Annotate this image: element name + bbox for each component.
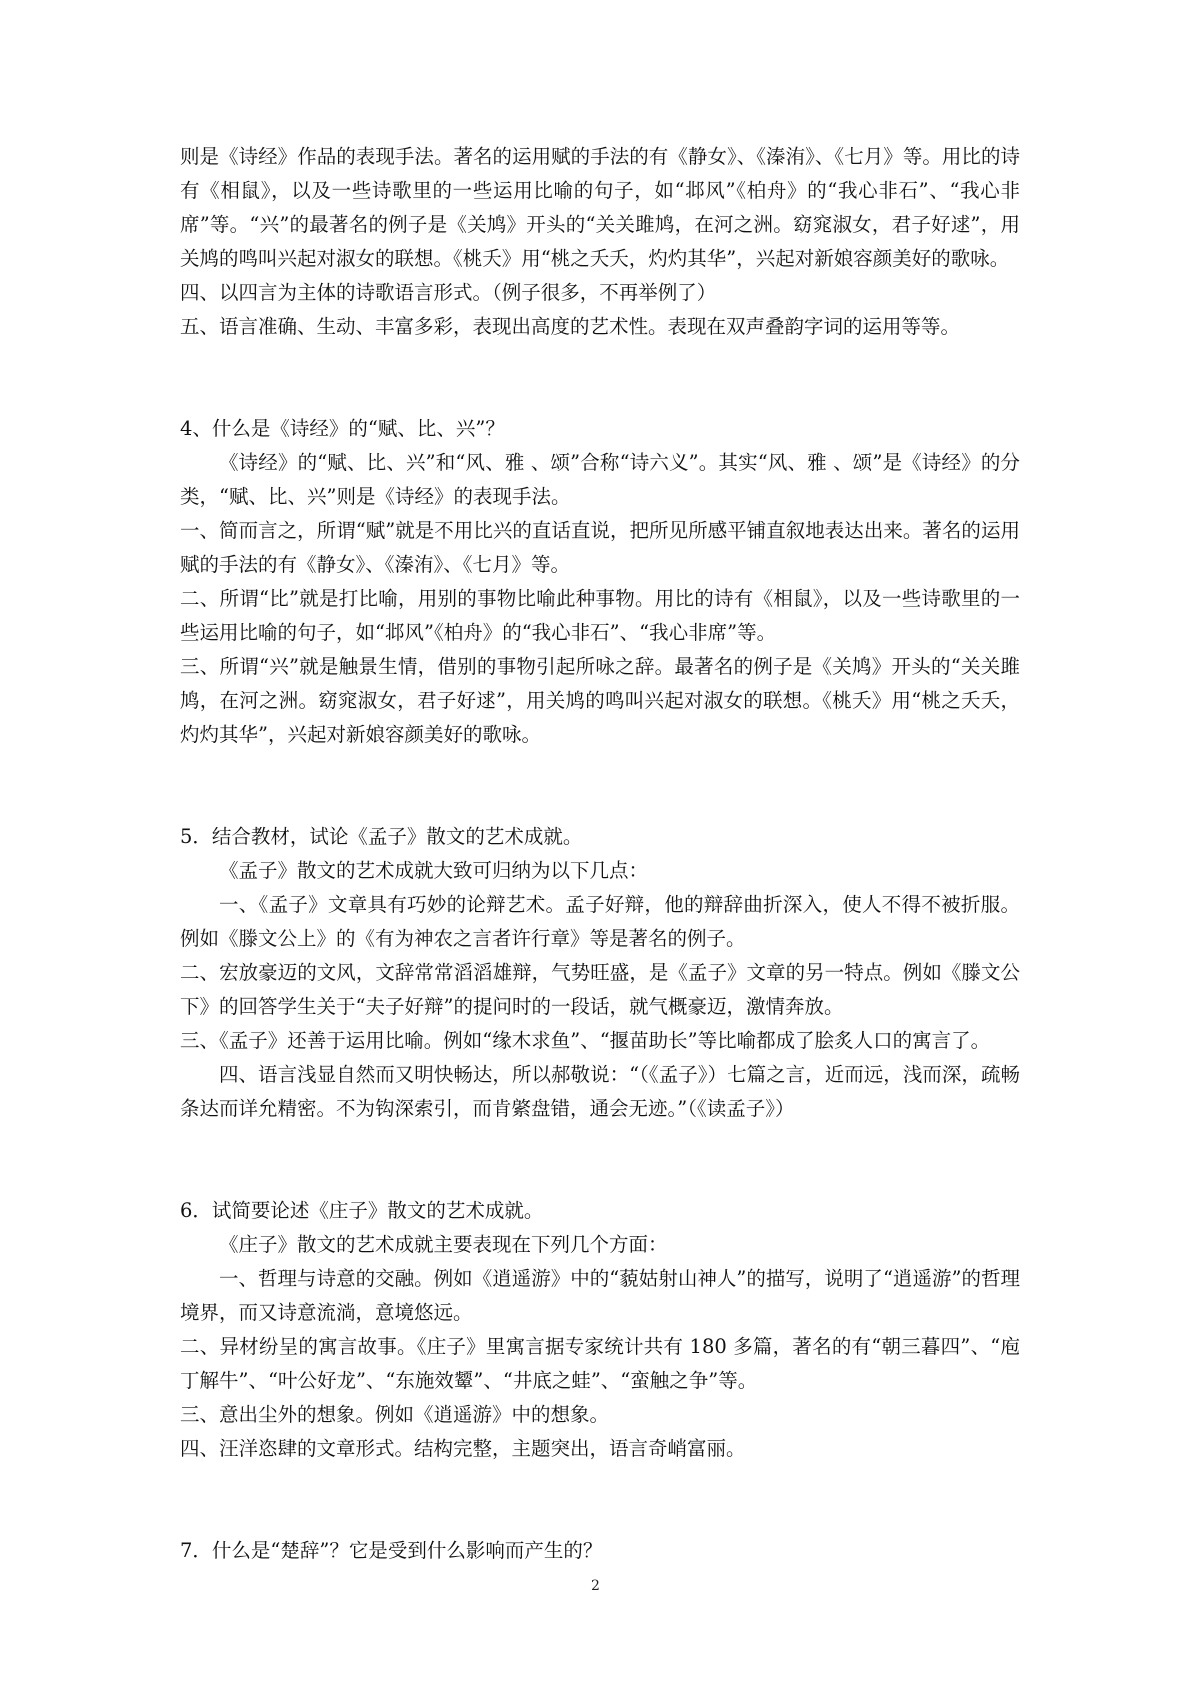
section-gap (180, 1466, 1020, 1534)
question-6-point-1: 一、哲理与诗意的交融。例如《逍遥游》中的“藐姑射山神人”的描写，说明了“逍遥游”的哲理境界，而又诗意流淌，意境悠远。 (180, 1267, 1020, 1324)
question-7-title: 7．什么是“楚辞”？它是受到什么影响而产生的？ (180, 1539, 603, 1562)
question-6-point-3: 三、意出尘外的想象。例如《逍遥游》中的想象。 (180, 1403, 610, 1426)
continuation-paragraph: 则是《诗经》作品的表现手法。著名的运用赋的手法的有《静女》、《溱洧》、《七月》等。用比的诗有《相鼠》，以及一些诗歌里的一些运用比喻的句子，如“邶风”《柏舟》的“我心非石”、“我心非席”等。“兴”的最著名的例子是《关鸠》开头的“关关雎鸠，在河之洲。窈窕淑女，君子好逑”，用关鸠的鸣叫兴起对淑女的联想。《桃夭》用“桃之夭夭，灼灼其华”，兴起对新娘容颜美好的歌咏。 (180, 145, 1020, 270)
question-4-point-2: 二、所谓“比”就是打比喻，用别的事物比喻此种事物。用比的诗有《相鼠》，以及一些诗歌里的一些运用比喻的句子，如“邶风”《柏舟》的“我心非石”、“我心非席”等。 (180, 587, 1020, 644)
question-6-intro: 《庄子》散文的艺术成就主要表现在下列几个方面： (219, 1233, 668, 1256)
document-body (180, 140, 1020, 1568)
question-6-point-2: 二、异材纷呈的寓言故事。《庄子》里寓言据专家统计共有 180 多篇，著名的有“朝三暮四”、“庖丁解牛”、“叶公好龙”、“东施效颦”、“井底之蛙”、“蛮触之争”等。 (180, 1335, 1020, 1392)
question-4-title: 4、什么是《诗经》的“赋、比、兴”？ (180, 417, 505, 440)
continuation-point-five: 五、语言准确、生动、丰富多彩，表现出高度的艺术性。表现在双声叠韵字词的运用等等。 (180, 315, 961, 338)
question-5-title: 5．结合教材，试论《孟子》散文的艺术成就。 (180, 825, 583, 848)
question-5-intro: 《孟子》散文的艺术成就大致可归纳为以下几点： (219, 859, 649, 882)
question-5-point-4: 四、语言浅显自然而又明快畅达，所以郝敬说：“（《孟子》）七篇之言，近而远，浅而深，疏畅条达而详允精密。不为钩深索引，而肯綮盘错，通会无迹。”（《读孟子》） (180, 1063, 1020, 1120)
question-6-title: 6．试简要论述《庄子》散文的艺术成就。 (180, 1199, 544, 1222)
question-5-point-2: 二、宏放豪迈的文风，文辞常常滔滔雄辩，气势旺盛，是《孟子》文章的另一特点。例如《滕文公下》的回答学生关于“夫子好辩”的提问时的一段话，就气概豪迈，激情奔放。 (180, 961, 1020, 1018)
question-4-point-3: 三、所谓“兴”就是触景生情，借别的事物引起所咏之辞。最著名的例子是《关鸠》开头的“关关雎鸠，在河之洲。窈窕淑女，君子好逑”，用关鸠的鸣叫兴起对淑女的联想。《桃夭》用“桃之夭夭，灼灼其华”，兴起对新娘容颜美好的歌咏。 (180, 655, 1020, 746)
question-6-point-4: 四、汪洋恣肆的文章形式。结构完整，主题突出，语言奇峭富丽。 (180, 1437, 746, 1460)
question-4-intro: 《诗经》的“赋、比、兴”和“风、雅 、颂”合称“诗六义”。其实“风、雅 、颂”是《诗经》的分类，“赋、比、兴”则是《诗经》的表现手法。 (180, 451, 1020, 508)
question-5-point-1: 一、《孟子》文章具有巧妙的论辩艺术。孟子好辩，他的辩辞曲折深入，使人不得不被折服。例如《滕文公上》的《有为神农之言者许行章》等是著名的例子。 (180, 893, 1020, 950)
question-4-point-1: 一、简而言之，所谓“赋”就是不用比兴的直话直说，把所见所感平铺直叙地表达出来。著名的运用赋的手法的有《静女》、《溱洧》、《七月》等。 (180, 519, 1020, 576)
question-5-point-3: 三、《孟子》还善于运用比喻。例如“缘木求鱼”、“揠苗助长”等比喻都成了脍炙人口的寓言了。 (180, 1029, 991, 1052)
continuation-point-four: 四、以四言为主体的诗歌语言形式。（例子很多，不再举例了） (180, 281, 717, 304)
section-gap (180, 752, 1020, 820)
section-gap (180, 344, 1020, 412)
page-number: 2 (591, 1578, 600, 1594)
section-gap (180, 1126, 1020, 1194)
